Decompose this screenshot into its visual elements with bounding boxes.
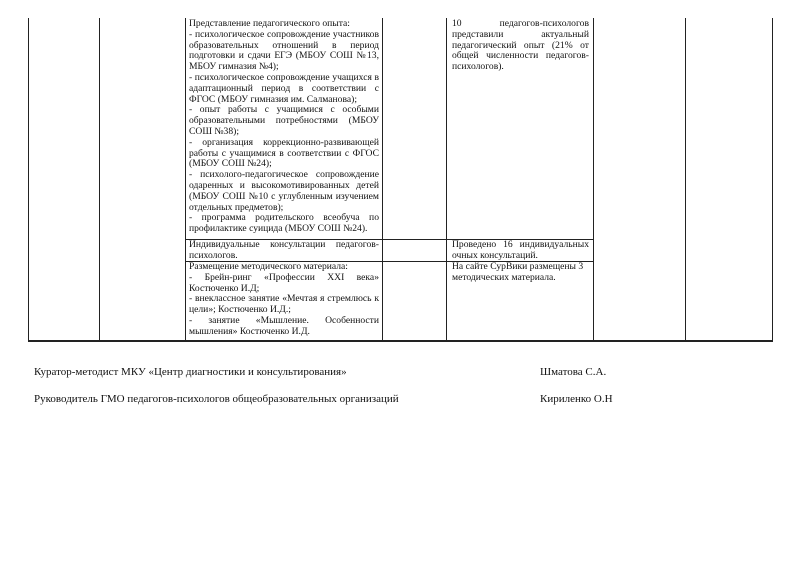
activity-item: - психологическое сопровождение учащихся в адаптационный период в соответствии с ФГОС (МБОУ гимназия им. Салманова); xyxy=(189,71,379,105)
activity-item: - организация коррекционно-развивающей работы с учащимися в соответствии с ФГОС (МБОУ СОШ №24); xyxy=(189,136,379,170)
activity-item: - опыт работы с учащимися с особыми образовательными потребностями (МБОУ СОШ №38); xyxy=(189,104,379,137)
table-border xyxy=(685,18,686,340)
table-border xyxy=(185,18,186,340)
activity-item: - внеклассное занятие «Мечтая я стремлюсь к цели»; Костюченко И.Д.; xyxy=(189,293,379,316)
activity-item: - психолого-педагогическое сопровождение одаренных и высокомотивированных детей (МБОУ СОШ №10 с углубленным изучением отдельных предметов); xyxy=(189,169,379,213)
activity-title: Индивидуальные консультации педагогов-психологов. xyxy=(189,239,379,261)
activity-cell xyxy=(189,240,379,262)
activity-item: - занятие «Мышление. Особенности мышления» Костюченко И.Д. xyxy=(189,314,379,337)
result-cell xyxy=(452,240,589,262)
signature-position: Куратор-методист МКУ «Центр диагностики и консультирования» xyxy=(34,366,347,378)
table-border xyxy=(382,18,383,340)
result-text: На сайте СурВики размещены 3 методических материала. xyxy=(452,261,584,283)
result-cell xyxy=(452,19,589,73)
signature-name: Кириленко О.Н xyxy=(540,393,613,405)
table-border xyxy=(772,18,773,340)
table-border xyxy=(99,18,100,340)
result-text: Проведено 16 индивидуальных очных консультаций. xyxy=(452,239,589,261)
activity-cell xyxy=(189,19,379,235)
activity-item: - Брейн-ринг «Профессии XXI века» Костюченко И.Д; xyxy=(189,271,379,294)
table-border xyxy=(28,18,29,340)
activity-title: Представление педагогического опыта: xyxy=(189,18,350,29)
table-border xyxy=(593,18,594,340)
activity-item: - программа родительского всеобуча по профилактике суицида (МБОУ СОШ №24). xyxy=(189,212,379,235)
table-border xyxy=(446,18,447,340)
activity-item: - психологическое сопровождение участников образовательных отношений в период подготовки и сдачи ЕГЭ (МБОУ СОШ №13, МБОУ гимназия №4); xyxy=(189,28,379,73)
result-cell xyxy=(452,262,589,284)
signature-position: Руководитель ГМО педагогов-психологов общеобразовательных организаций xyxy=(34,393,399,405)
result-text: 10 педагогов-психологов представили актуальный педагогический опыт (21% от общей численности педагогов-психологов). xyxy=(452,18,589,73)
signature-name: Шматова С.А. xyxy=(540,366,607,378)
activity-cell xyxy=(189,262,379,338)
activity-title: Размещение методического материала: xyxy=(189,261,348,272)
table-bottom-border xyxy=(28,340,773,342)
